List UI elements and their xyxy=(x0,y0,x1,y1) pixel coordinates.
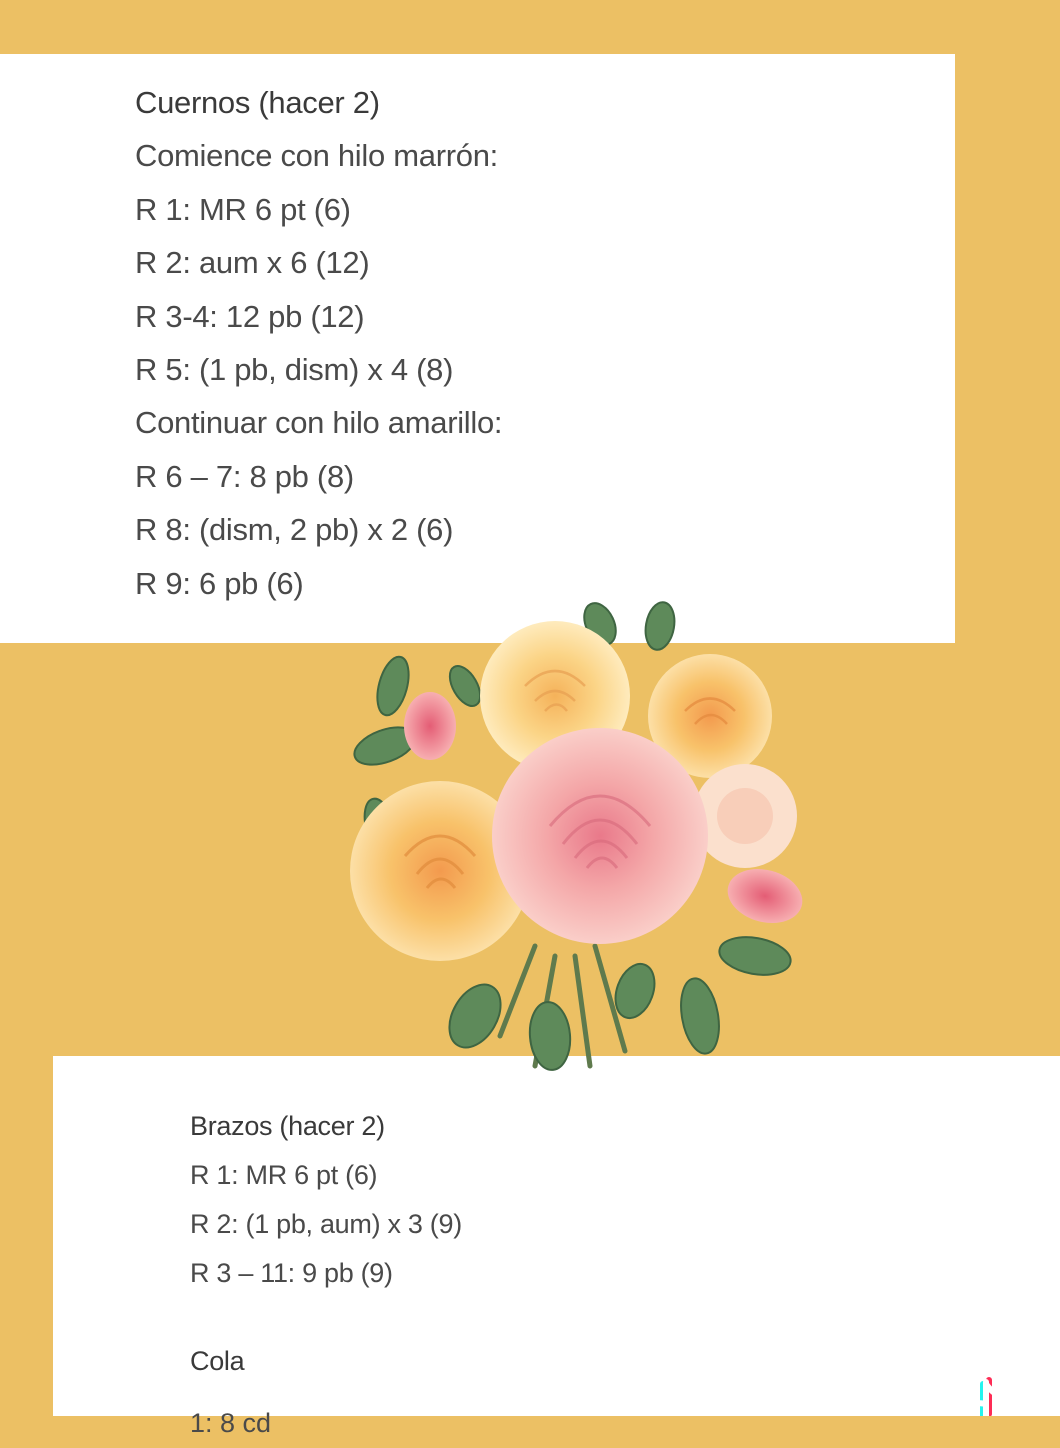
section-title-cuernos: Cuernos (hacer 2) xyxy=(135,85,380,120)
rose-bouquet-icon xyxy=(325,596,815,1076)
pattern-line: R 2: (1 pb, aum) x 3 (9) xyxy=(190,1209,462,1239)
pattern-line: R 3 – 11: 9 pb (9) xyxy=(190,1258,393,1288)
pattern-line: R 5: (1 pb, dism) x 4 (8) xyxy=(135,352,454,388)
pattern-line: R 3-4: 12 pb (12) xyxy=(135,298,365,334)
pattern-line: R 6 – 7: 8 pb (8) xyxy=(135,458,354,494)
spacer xyxy=(190,1298,462,1337)
pattern-line: R 8: (dism, 2 pb) x 2 (6) xyxy=(135,512,454,548)
pattern-line: R 9: 6 pb (6) xyxy=(135,565,304,601)
pattern-line: R 2: aum x 6 (12) xyxy=(135,245,370,281)
pattern-line: Continuar con hilo amarillo: xyxy=(135,405,503,441)
pattern-line: Comience con hilo marrón: xyxy=(135,138,498,174)
section-title-brazos: Brazos (hacer 2) xyxy=(190,1111,385,1141)
tiktok-icon xyxy=(948,1376,1028,1416)
pattern-line: R 1: MR 6 pt (6) xyxy=(190,1160,378,1190)
section-title-cola: Cola xyxy=(190,1346,245,1376)
pattern-line: R 1: MR 6 pt (6) xyxy=(135,191,351,227)
pattern-card-cuernos xyxy=(0,54,955,643)
pattern-card-brazos xyxy=(53,1056,1060,1438)
pattern-line-partial: 1: 8 cd xyxy=(190,1408,272,1438)
